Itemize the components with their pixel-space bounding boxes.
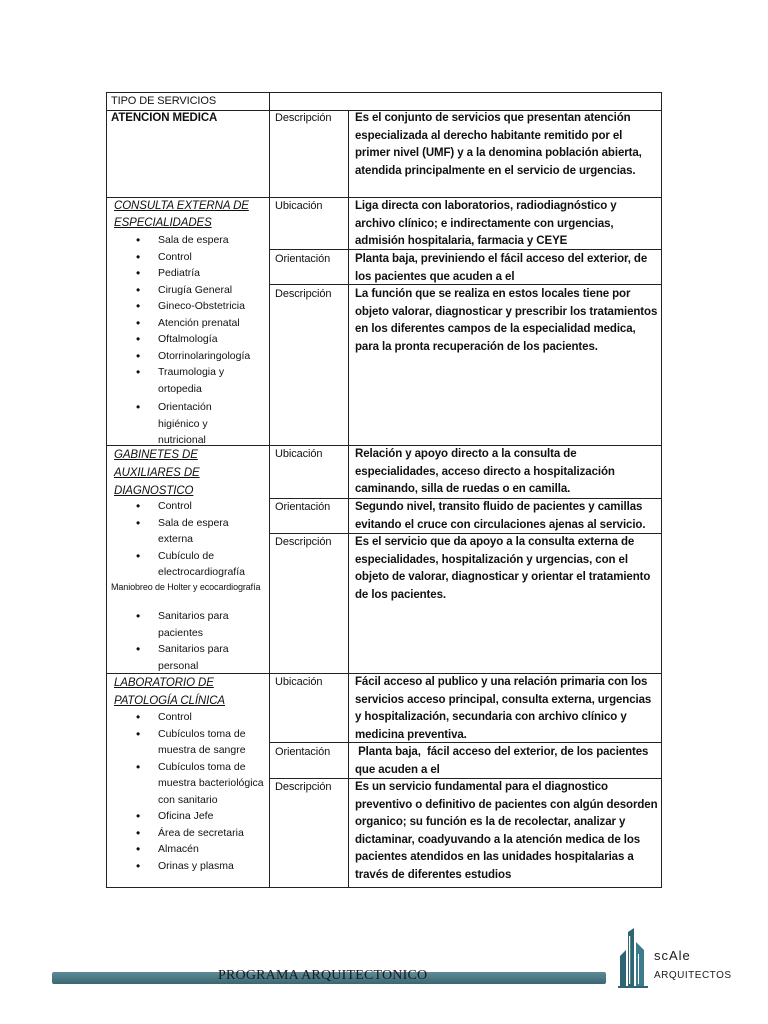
list-item: • Control [110,709,270,726]
row-text-laboratorio-descripcion: Es un servicio fundamental para el diagnostico preventivo o definitivo de pacientes con algún desorden organico; su función es la de recolectar, analizar y dictaminar, coadyuvando a la atención medica de los pacientes atendidos en las unidades hospitalarias a través de diferentes estudios [355,781,658,881]
row-label-descripcion: Descripción [275,781,332,793]
list-item: • Cubículo de electrocardiografía [110,548,258,581]
row-label-orientacion: Orientación [275,746,331,758]
list-item: • Sala de espera externa [110,515,248,548]
list-item: • Control [110,249,270,266]
row-label-ubicacion: Ubicación [275,448,323,460]
row-label-orientacion: Orientación [275,501,331,513]
section-title-laboratorio: LABORATORIO DE PATOLOGÍA CLÍNICA [114,677,225,707]
row-text-consulta-ubicacion: Liga directa con laboratorios, radiodiagnóstico y archivo clínico; e indirectamente con urgencias, admisión hospitalaria, farmacia y CEYE [355,200,617,247]
table-border-left [106,92,107,887]
section-title-gabinetes: GABINETES DE AUXILIARES DE DIAGNOSTICO [114,449,200,497]
list-item: • Atención prenatal [110,315,270,332]
list-item: • Gineco-Obstetricia [110,298,270,315]
list-item: • Sanitarios para personal [110,641,248,674]
row-label-ubicacion: Ubicación [275,200,323,212]
row-label-orientacion: Orientación [275,253,331,265]
list-item: • Oficina Jefe [110,808,270,825]
list-item: • Área de secretaria [110,825,270,842]
header-tipo-servicios: TIPO DE SERVICIOS [111,95,217,107]
row-text-consulta-orientacion: Planta baja, previniendo el fácil acceso del exterior, de los pacientes que acuden a el [355,253,648,283]
list-item: • Almacén [110,841,270,858]
list-item: • Orientación higiénico y nutricional [110,399,238,449]
logo-line-1: scAle [654,948,691,963]
table-border-right [661,92,662,887]
list-item: • Orinas y plasma [110,858,270,875]
list-item: • Otorrinolaringología [110,348,270,365]
gabinetes-items-list-a [110,498,270,581]
table-border-bottom [106,887,662,888]
row-label-ubicacion: Ubicación [275,676,323,688]
row-text-laboratorio-orientacion: Planta baja, fácil acceso del exterior, de los pacientes que acuden a el [355,746,652,776]
list-item: • Cubículos toma de muestra bacteriológica con sanitario [110,759,270,809]
row-label-descripcion: Descripción [275,112,332,124]
list-item: • Pediatría [110,265,270,282]
row-text-gabinetes-ubicacion: Relación y apoyo directo a la consulta de especialidades, acceso directo a hospitalización caminando, silla de ruedas o en camilla. [355,448,615,495]
consulta-items-list [110,232,270,449]
row-text-atencion-descripcion: Es el conjunto de servicios que presentan atención especializada al derecho habitante remitido por el primer nivel (UMF) y a la denomina población abierta, atendida principalmente en el servicio de urgencias. [355,112,642,177]
list-item: • Sanitarios para pacientes [110,608,248,641]
list-item: • Oftalmología [110,331,270,348]
logo-line-2: ARQUITECTOS [654,970,732,981]
list-item: • Sala de espera [110,232,270,249]
list-item: • Traumologia y ortopedia [110,364,253,397]
list-item: • Cirugía General [110,282,270,299]
scale-arquitectos-logo [618,928,730,990]
footer-title: PROGRAMA ARQUITECTONICO [218,968,428,983]
section-title-atencion-medica: ATENCION MEDICA [111,112,218,124]
section-title-consulta-externa: CONSULTA EXTERNA DE ESPECIALIDADES [114,200,249,229]
row-text-consulta-descripcion: La función que se realiza en estos locales tiene por objeto valorar, diagnosticar y prescribir los tratamientos en los diferentes campos de la especialidad medica, para la pronta recuperación de los pacientes. [355,288,658,353]
row-label-descripcion: Descripción [275,536,332,548]
laboratorio-items-list [110,709,270,874]
list-item: • Cubículos toma de muestra de sangre [110,726,268,759]
row-text-gabinetes-orientacion: Segundo nivel, transito fluido de pacientes y camillas evitando el cruce con circulaciones ajenas al servicio. [355,501,646,531]
gabinetes-note: Maniobreo de Holter y ecocardiografía [111,582,261,592]
row-text-laboratorio-ubicacion: Fácil acceso al publico y una relación primaria con los servicios acceso principal, consulta externa, urgencias y hospitalización, secundaria con archivo clínico y medicina preventiva. [355,676,652,741]
list-item: • Control [110,498,270,515]
row-text-gabinetes-descripcion: Es el servicio que da apoyo a la consulta externa de especialidades, hospitalización y urgencias, con el objeto de valorar, diagnosticar y orientar el tratamiento de los pacientes. [355,536,651,601]
gabinetes-items-list-b [110,608,270,674]
row-label-descripcion: Descripción [275,288,332,300]
